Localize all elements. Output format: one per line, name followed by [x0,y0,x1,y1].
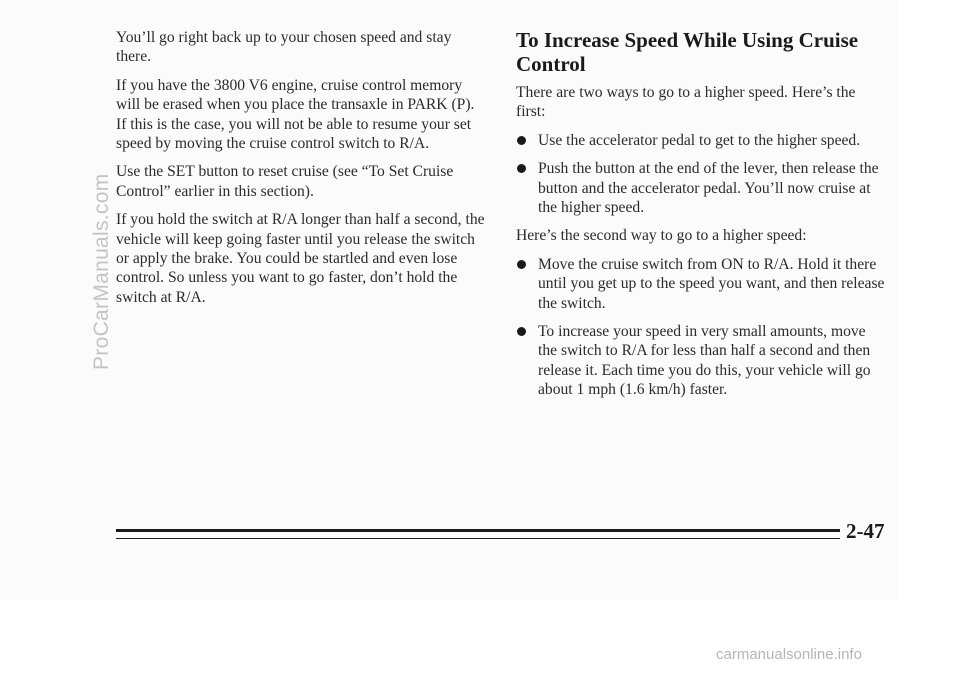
body-paragraph: You’ll go right back up to your chosen speed and stay there. [116,29,452,66]
body-paragraph: If you hold the switch at R/A longer than half a second, the vehicle will keep going faster until you release the switch or apply the brake. You could be startled and even lose control. So unless you want to go faster, don’t hold the switch at R/A. [116,211,485,306]
bullet-icon [517,164,526,173]
list-item [516,159,888,217]
section-heading: To Increase Speed While Using Cruise Control [516,28,859,76]
side-watermark: ProCarManuals.com [90,173,113,370]
list-item-text: Use the accelerator pedal to get to the higher speed. [538,131,861,149]
body-paragraph: If you have the 3800 V6 engine, cruise control memory will be erased when you place the transaxle in PARK (P). If this is the case, you will not be able to resume your set speed by moving the cruise control switch to R/A. [116,76,475,153]
page-number: 2-47 [846,519,885,543]
footer-rule-thin [116,538,840,539]
first-way-list [516,131,888,218]
list-item-text: To increase your speed in very small amounts, move the switch to R/A for less than half a second and then release it. Each time you do this, your vehicle will go about 1 mph (1.6 km/h) faster. [538,323,871,399]
bottom-watermark: carmanualsonline.info [716,646,862,663]
list-item-text: Push the button at the end of the lever, then release the button and the accelerator pedal. You’ll now cruise at the higher speed. [538,160,879,217]
list-item [516,322,888,400]
bullet-icon [517,136,526,145]
second-intro-paragraph: Here’s the second way to go to a higher speed: [516,227,807,245]
second-way-list [516,255,888,400]
left-column [116,28,488,316]
bullet-icon [517,260,526,269]
right-column [516,28,888,409]
bullet-icon [517,327,526,336]
list-item [516,131,888,150]
list-item-text: Move the cruise switch from ON to R/A. Hold it there until you get up to the speed you want, and then release the switch. [538,255,885,312]
body-paragraph: Use the SET button to reset cruise (see “To Set Cruise Control” earlier in this section). [116,163,454,200]
footer-rule [116,529,840,532]
list-item [516,255,888,313]
intro-paragraph: There are two ways to go to a higher speed. Here’s the first: [516,84,856,121]
